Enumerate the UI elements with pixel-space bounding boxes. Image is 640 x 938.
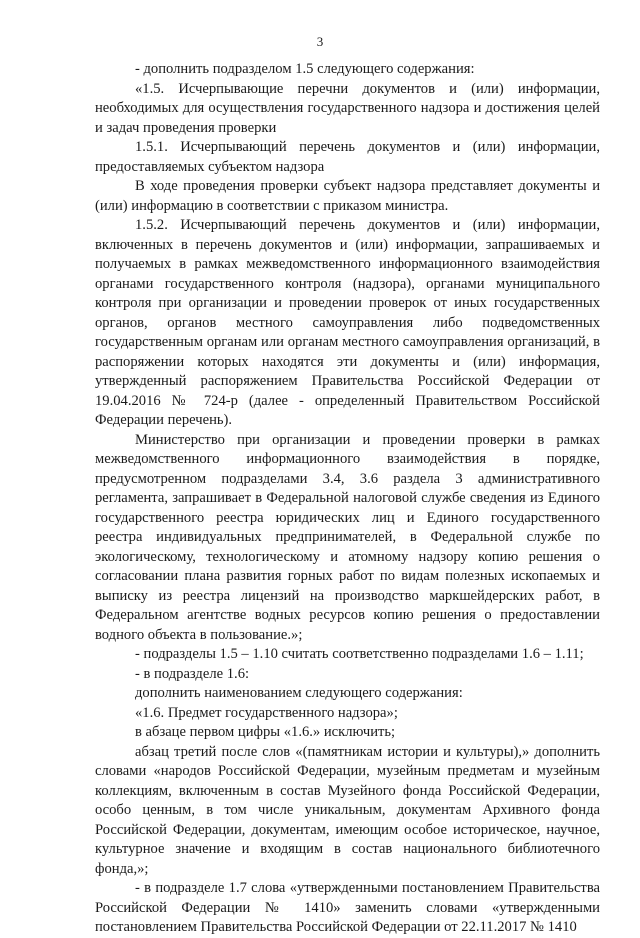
paragraph: 1.5.2. Исчерпывающий перечень документов и (или) информации, включенных в перечень документов и (или) информации, запрашиваемых и получаемых в рамках межведомственного информационного взаимодействия органами государственного контроля (надзора), органами муниципального контроля при организации и проведении проверок от иных государственных органов, органов местного самоуправления либо подведомственных государственным органам или органам местного самоуправления организаций, в распоряжении которых находятся эти документы и (или) информация, утвержденный распоряжением Правительства Российской Федерации от 19.04.2016 № 724-р (далее - определенный Правительством Российской Федерации перечень). [95, 217, 600, 428]
paragraph: в абзаце первом цифры «1.6.» исключить; [135, 724, 396, 740]
paragraph: абзац третий после слов «(памятникам истории и культуры),» дополнить словами «народов Российской Федерации, музейным предметам и музейным коллекциям, включенным в состав Музейного фонда Российской Федерации, особо ценным, в том числе уникальным, документам Архивного фонда Российской Федерации, документам, имеющим особое историческое, научное, культурное значение и входящим в состав национального библиотечного фонда,»; [95, 743, 600, 877]
paragraph: - в подразделе 1.7 слова «утвержденными постановлением Правительства Российской Федерации № 1410» заменить словами «утвержденными постановлением Правительства Российской Федерации от 22.11.2017 № 1410 [95, 880, 600, 935]
paragraph: «1.6. Предмет государственного надзора»; [135, 704, 398, 721]
paragraph: «1.5. Исчерпывающие перечни документов и (или) информации, необходимых для осуществления государственного надзора и достижения целей и задач проведения проверки [95, 80, 600, 136]
paragraph: - дополнить подразделом 1.5 следующего содержания: [135, 61, 475, 77]
document-body [95, 60, 600, 938]
paragraph: - подразделы 1.5 – 1.10 считать соответственно подразделами 1.6 – 1.11; [135, 646, 584, 662]
paragraph: дополнить наименованием следующего содержания: [135, 685, 463, 701]
page-number: 3 [316, 34, 324, 49]
paragraph: В ходе проведения проверки субъект надзора представляет документы и (или) информацию в соответствии с приказом министра. [95, 178, 600, 214]
paragraph: 1.5.1. Исчерпывающий перечень документов и (или) информации, предоставляемых субъектом надзора [95, 139, 600, 175]
paragraph: Министерство при организации и проведении проверки в рамках межведомственного информационного взаимодействия в порядке, предусмотренном подразделами 3.4, 3.6 раздела 3 административного регламента, запрашивает в Федеральной налоговой службе сведения из Единого государственного реестра юридических лиц и Единого государственного реестра индивидуальных предпринимателей, в Федеральной службе по экологическому, технологическому и атомному надзору копию решения о согласовании плана развития горных работ по видам полезных ископаемых и выписку из реестра лицензий на производство маркшейдерских работ, в Федеральном агентстве водных ресурсов копию решения о предоставлении водного объекта в пользование.»; [95, 431, 600, 643]
paragraph: - в подразделе 1.6: [135, 665, 250, 682]
